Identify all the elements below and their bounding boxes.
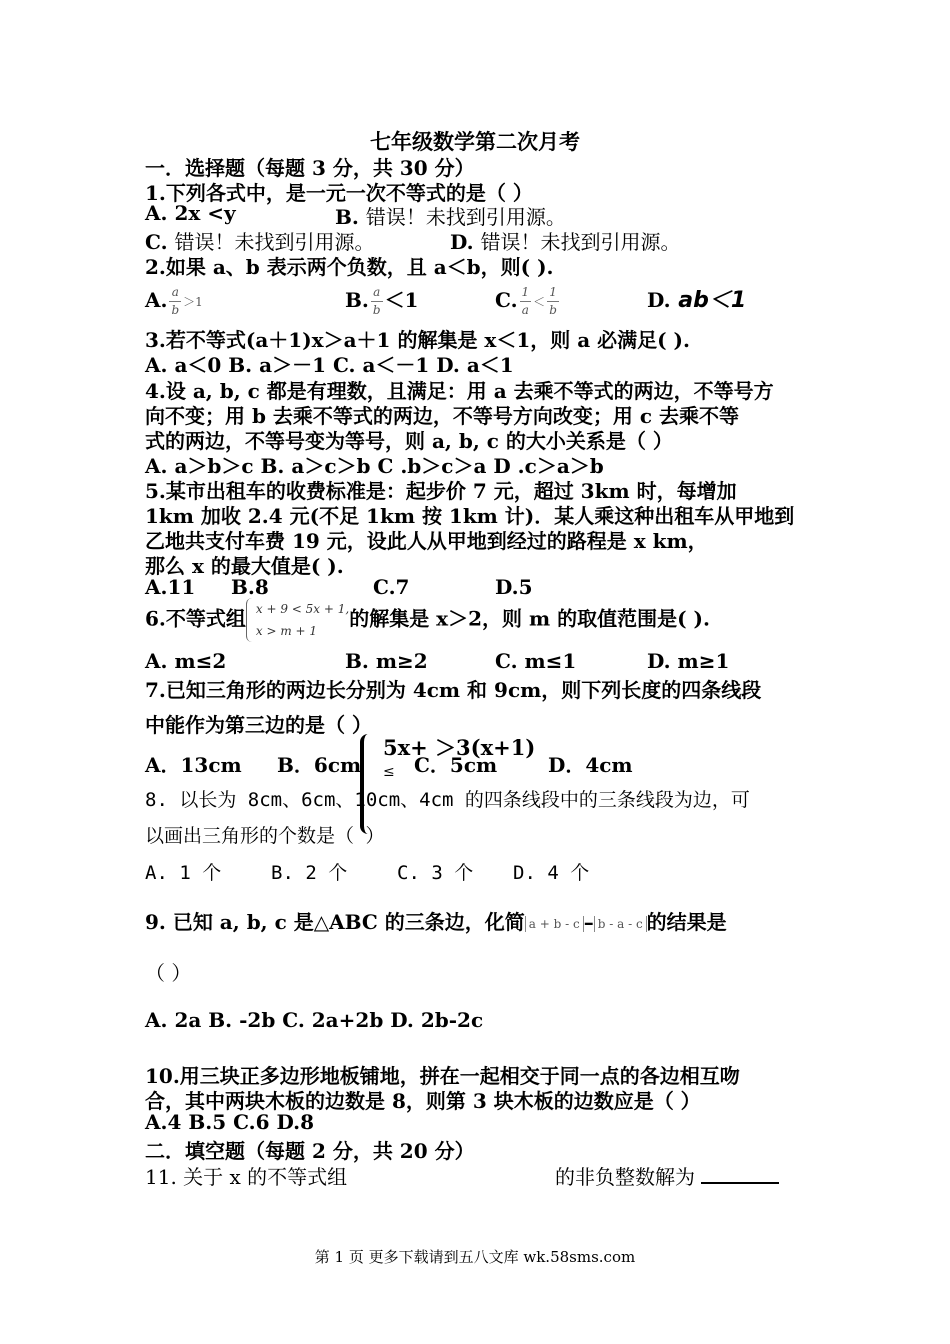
q6-system-line-1: x + 9 < 5x + 1, — [255, 602, 350, 616]
q6-brace-icon — [246, 598, 253, 642]
section-one-heading: 一．选择题（每题 3 分，共 30 分） — [145, 156, 475, 180]
q6-inequality-system — [246, 598, 349, 642]
q6-suffix: 的解集是 x＞2，则 m 的取值范围是( ). — [349, 606, 710, 631]
question-5-line-4: 那么 x 的最大值是( ). — [145, 554, 344, 578]
question-5-line-2: 1km 加收 2.4 元(不足 1km 按 1km 计)．某人乘这种出租车从甲地到 — [145, 504, 795, 528]
question-9-stem — [145, 906, 727, 935]
q1-option-d-text: 错误！未找到引用源。 — [480, 230, 681, 254]
question-9-options: A. 2a B. -2b C. 2a+2b D. 2b-2c — [145, 1008, 484, 1032]
q2-a-relation: ＞1 — [183, 295, 203, 309]
q2-option-b — [345, 284, 418, 319]
q9-suffix: 的结果是 — [646, 910, 727, 934]
question-9-paren: （ ） — [145, 961, 192, 985]
q2-option-a — [145, 284, 203, 319]
q8-option-c: C. 3 个 — [397, 862, 474, 884]
question-8-line-2: 以画出三角形的个数是（ ） — [145, 825, 385, 847]
q9-abs-expression-1: a + b - c — [525, 916, 584, 932]
q2-c-relation: ＜ — [533, 295, 546, 309]
q2-option-d-label: D. — [647, 288, 671, 312]
q2-c-denominator-1: a — [521, 303, 529, 317]
question-10-line-1: 10.用三块正多边形地板铺地，拼在一起相交于同一点的各边相互吻 — [145, 1064, 740, 1088]
question-10-line-2: 合，其中两块木板的边数是 8，则第 3 块木板的边数应是（ ） — [145, 1089, 701, 1113]
q5-option-b: B.8 — [231, 575, 269, 599]
question-4-options: A. a＞b＞c B. a＞c＞b C .b＞c＞a D .c＞a＞b — [145, 454, 604, 478]
q11-prefix: 11. 关于 x 的不等式组 — [145, 1165, 348, 1189]
q9-minus: – — [583, 910, 594, 934]
question-7-line-2: 中能作为第三边的是（ ） — [145, 713, 372, 737]
q8-option-a: A. 1 个 — [145, 862, 222, 884]
question-4-line-1: 4.设 a, b, c 都是有理数，且满足：用 a 去乘不等式的两边，不等号方 — [145, 379, 774, 403]
q2-c-numerator-2: 1 — [547, 284, 559, 302]
q6-option-d: D. m≥1 — [647, 649, 730, 673]
question-6-stem — [145, 598, 710, 642]
question-4-line-3: 式的两边，不等号变为等号，则 a, b, c 的大小关系是（ ） — [145, 429, 673, 453]
page-title: 七年级数学第二次月考 — [370, 129, 580, 154]
question-5-line-3: 乙地共支付车费 19 元，设此人从甲地到经过的路程是 x km， — [145, 529, 708, 553]
q7-option-c: C．5cm — [414, 753, 498, 777]
page-footer: 第 1 页 更多下载请到五八文库 wk.58sms.com — [314, 1248, 636, 1266]
q5-option-c: C.7 — [373, 575, 410, 599]
q11-tail — [555, 1161, 779, 1190]
q2-option-d-text: ab＜1 — [678, 288, 747, 313]
question-11-stem — [145, 1161, 805, 1190]
q9-prefix: 9. 已知 a, b, c 是△ABC 的三条边，化简 — [145, 910, 525, 934]
q1-option-b-text: 错误！未找到引用源。 — [365, 205, 566, 229]
question-3-stem: 3.若不等式(a＋1)x＞a＋1 的解集是 x＜1，则 a 必满足( ). — [145, 328, 690, 352]
q8-option-b: B. 2 个 — [271, 862, 348, 884]
q2-option-a-label: A. — [145, 288, 168, 312]
q8-option-d: D. 4 个 — [513, 862, 590, 884]
q6-option-b: B. m≥2 — [345, 649, 428, 673]
q1-option-a: A. 2x <y — [145, 201, 236, 225]
q7-option-a: A．13cm — [145, 753, 242, 777]
overlay-inequality: 5x+ ＞3(x+1) — [383, 735, 536, 760]
q2-option-c — [495, 284, 561, 319]
question-1-options-ab — [145, 201, 566, 229]
q2-b-numerator: a — [371, 284, 383, 302]
q6-option-c: C. m≤1 — [495, 649, 577, 673]
q2-option-d — [647, 283, 746, 314]
q7-option-b: B．6cm — [277, 753, 362, 777]
q2-c-fraction-1 — [520, 284, 532, 319]
q6-option-a: A. m≤2 — [145, 649, 227, 673]
q11-suffix: 的非负整数解为 — [555, 1165, 695, 1189]
question-3-options: A. a＜0 B. a＞－1 C. a＜－1 D. a＜1 — [145, 353, 514, 377]
q1-option-c-label: C. — [145, 230, 168, 254]
question-8-line-1: 8. 以长为 8cm、6cm、10cm、4cm 的四条线段中的三条线段为边，可 — [145, 789, 750, 811]
overlay-brace-icon — [360, 734, 374, 834]
q7-option-d: D．4cm — [548, 753, 633, 777]
q2-c-denominator-2: b — [549, 303, 557, 317]
q2-option-b-label: B. — [345, 288, 369, 312]
question-5-line-1: 5.某市出租车的收费标准是：起步价 7 元，超过 3km 时，每增加 — [145, 479, 737, 503]
q6-system-line-2: x > m + 1 — [255, 624, 318, 638]
q1-option-d-label: D. — [450, 230, 474, 254]
question-2-stem: 2.如果 a、b 表示两个负数，且 a＜b，则( ). — [145, 255, 554, 279]
question-1-stem: 1.下列各式中，是一元一次不等式的是（ ） — [145, 181, 533, 205]
q2-option-c-label: C. — [495, 288, 518, 312]
q2-a-numerator: a — [169, 284, 181, 302]
q9-abs-expression-2: b - a - c — [594, 916, 647, 932]
question-10-options: A.4 B.5 C.6 D.8 — [145, 1110, 315, 1134]
question-4-line-2: 向不变；用 b 去乘不等式的两边，不等号方向改变；用 c 去乘不等 — [145, 404, 740, 428]
q1-option-b-label: B. — [335, 205, 359, 229]
question-7-line-1: 7.已知三角形的两边长分别为 4cm 和 9cm，则下列长度的四条线段 — [145, 678, 762, 702]
q2-c-numerator-1: 1 — [520, 284, 532, 302]
q5-option-a: A.11 — [145, 575, 196, 599]
overlay-leq-symbol: ≤ — [383, 764, 395, 780]
q2-b-fraction — [371, 284, 383, 319]
section-two-heading: 二．填空题（每题 2 分，共 20 分） — [145, 1139, 475, 1163]
q6-prefix: 6.不等式组 — [145, 606, 246, 631]
q2-b-relation: ＜1 — [384, 288, 419, 312]
q1-option-c-text: 错误！未找到引用源。 — [174, 230, 375, 254]
q11-answer-blank[interactable] — [701, 1164, 779, 1184]
q2-a-fraction — [169, 284, 181, 319]
q2-b-denominator: b — [372, 303, 381, 317]
q2-c-fraction-2 — [547, 284, 559, 319]
q5-option-d: D.5 — [495, 575, 533, 599]
q2-a-denominator: b — [171, 303, 180, 317]
